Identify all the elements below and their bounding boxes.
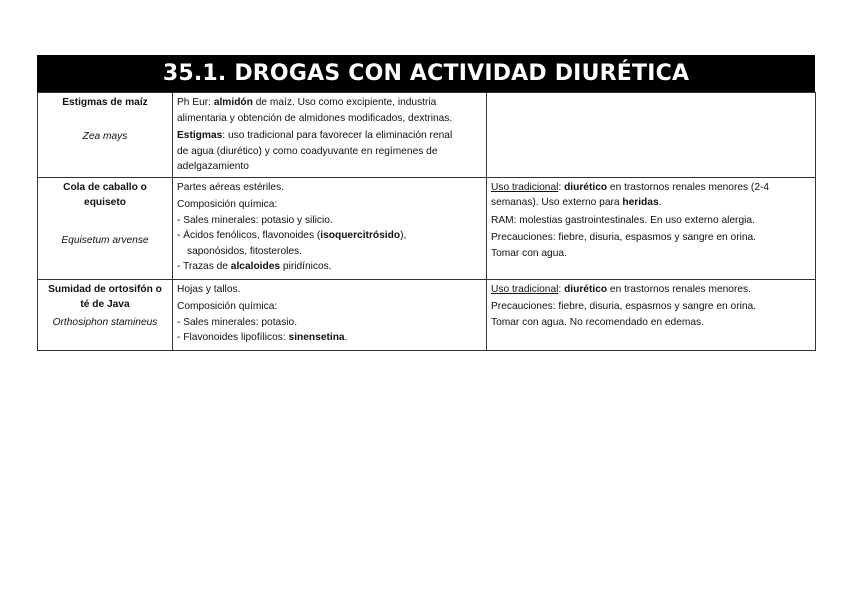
table-row <box>38 93 816 178</box>
text-line: adelgazamiento <box>177 161 249 172</box>
drug-name-cell <box>38 177 173 279</box>
page-title: 35.1. DROGAS CON ACTIVIDAD DIURÉTICA <box>162 61 690 86</box>
text-line: Composición química: <box>177 301 278 312</box>
text-line: - Trazas de alcaloides piridínicos. <box>177 261 332 272</box>
table-row <box>38 177 816 279</box>
composition-cell <box>173 177 487 279</box>
drug-scientific-name: Orthosiphon stamineus <box>52 316 158 328</box>
text-line: - Flavonoides lipofílicos: sinensetina. <box>177 332 348 343</box>
text-line: Ph Eur: almidón de maíz. Uso como excipiente, industria <box>177 97 437 108</box>
drug-table <box>37 92 816 351</box>
drug-common-name-line: Sumidad de ortosifón o <box>48 283 162 295</box>
drug-name-cell <box>38 279 173 350</box>
text-line: de agua (diurético) y como coadyuvante en regímenes de <box>177 145 438 157</box>
drug-common-name-line: equiseto <box>84 197 126 208</box>
drug-common-name: Estigmas de maíz <box>62 97 148 108</box>
text-line: - Sales minerales: potasio. <box>177 316 298 328</box>
table-row <box>38 279 816 350</box>
drug-common-name-line: Cola de caballo o <box>63 181 147 193</box>
title-bar <box>37 55 815 92</box>
composition-cell <box>173 93 487 178</box>
text-line: Composición química: <box>177 199 278 210</box>
text-line: - Ácidos fenólicos, flavonoides (isoquercitrósido), <box>177 230 407 241</box>
composition-cell <box>173 279 487 350</box>
text-line: Tomar con agua. <box>491 247 567 259</box>
text-line: - Sales minerales: potasio y silicio. <box>177 214 333 226</box>
text-line: RAM: molestias gastrointestinales. En uso externo alergia. <box>491 214 755 226</box>
use-cell <box>487 177 816 279</box>
use-cell <box>487 279 816 350</box>
use-cell <box>487 93 816 178</box>
text-line: Precauciones: fiebre, disuria, espasmos y sangre en orina. <box>491 232 757 243</box>
text-line: Partes aéreas estériles. <box>177 181 285 193</box>
drug-name-cell <box>38 93 173 178</box>
drug-common-name-line: té de Java <box>80 299 130 310</box>
text-line: Precauciones: fiebre, disuria, espasmos y sangre en orina. <box>491 301 757 312</box>
text-line: alimentaria y obtención de almidones modificados, dextrinas. <box>177 112 453 124</box>
drug-scientific-name: Zea mays <box>82 130 128 142</box>
text-line: Tomar con agua. No recomendado en edemas. <box>491 316 704 328</box>
text-line: Uso tradicional: diurético en trastornos renales menores (2-4 <box>491 181 770 193</box>
drug-scientific-name: Equisetum arvense <box>61 234 149 246</box>
text-line: saponósidos, fitosteroles. <box>187 245 302 257</box>
text-line: semanas). Uso externo para heridas. <box>491 197 662 208</box>
text-line: Hojas y tallos. <box>177 283 241 295</box>
text-line: Uso tradicional: diurético en trastornos renales menores. <box>491 283 751 295</box>
text-line: Estigmas: uso tradicional para favorecer la eliminación renal <box>177 130 453 141</box>
